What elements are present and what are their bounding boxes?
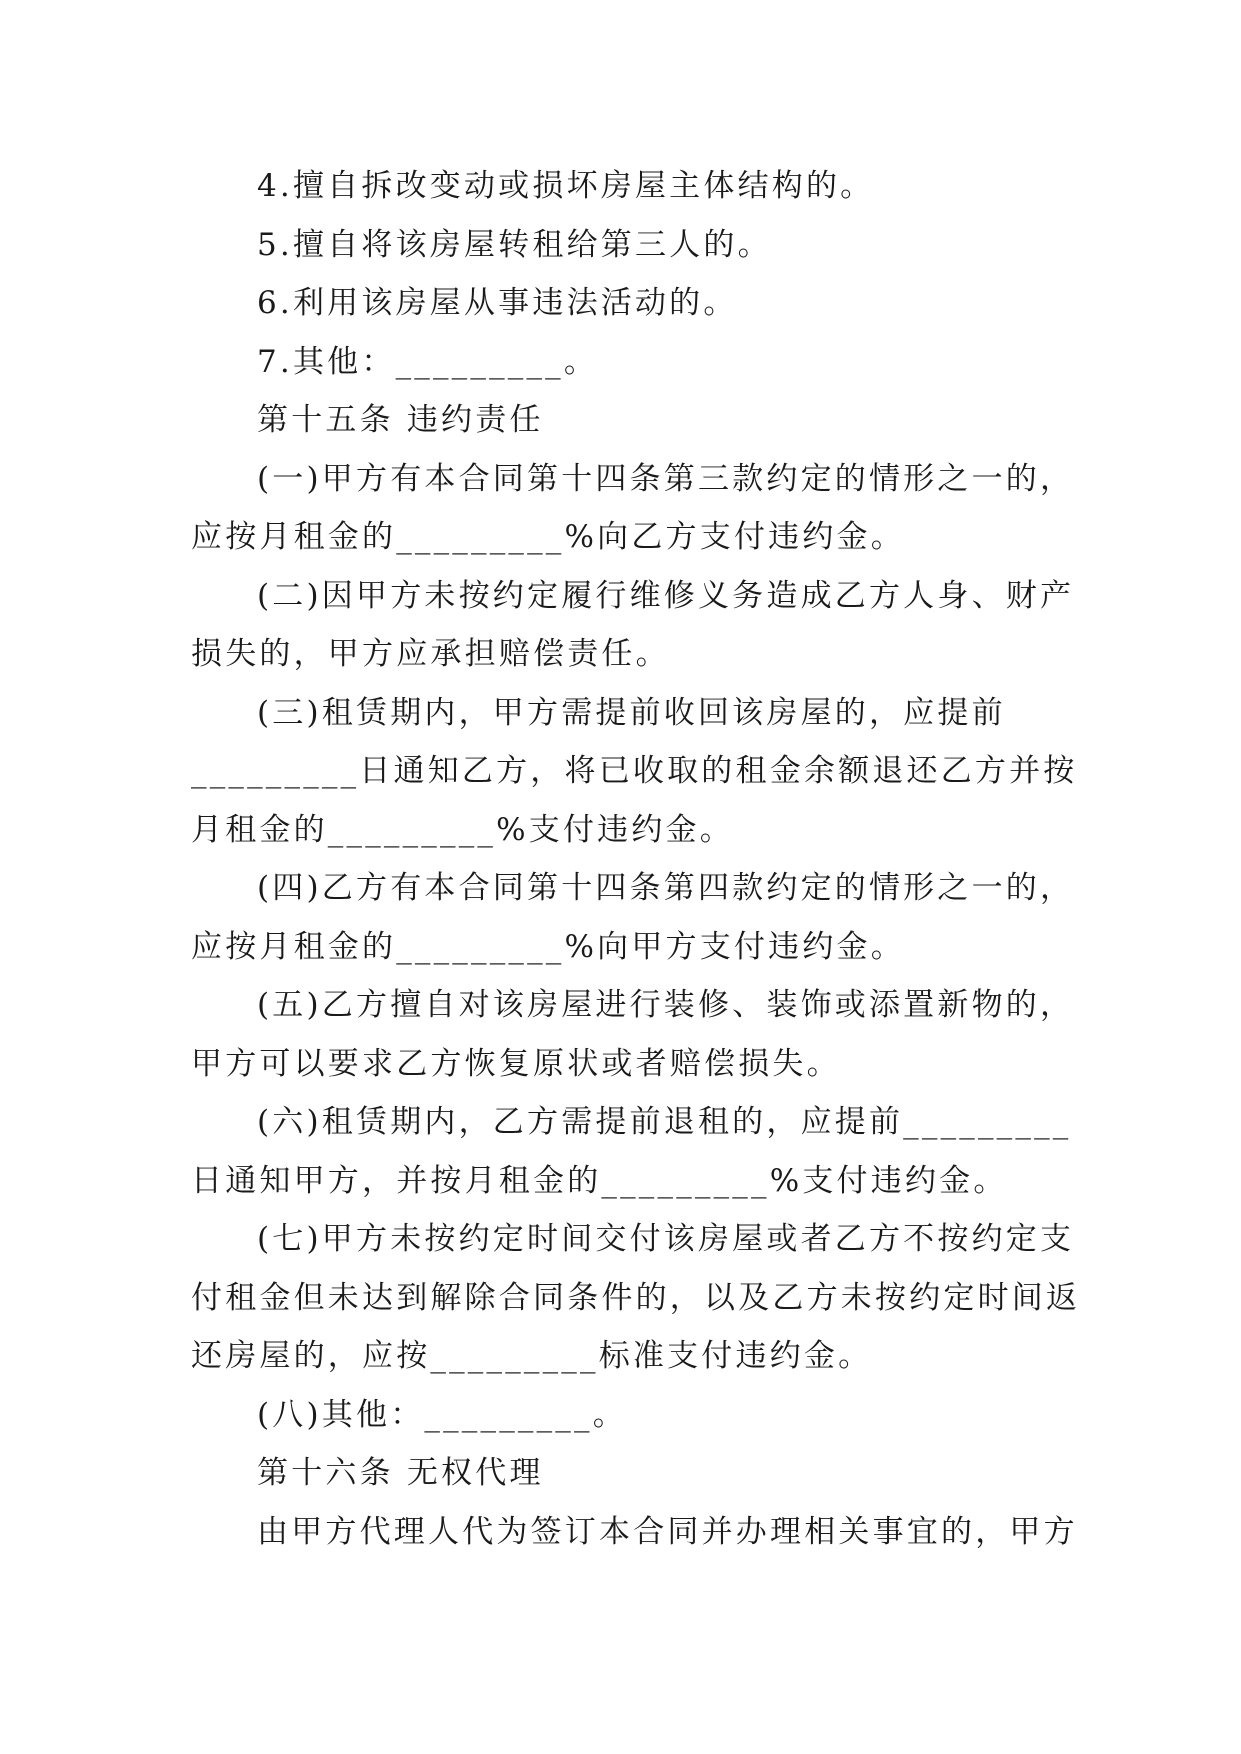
clause-line: (八)其他：_________。 bbox=[257, 1396, 627, 1433]
clause-line: 日通知甲方，并按月租金的_________%支付违约金。 bbox=[191, 1162, 1008, 1199]
section-heading: 第十六条 无权代理 bbox=[257, 1455, 544, 1491]
clause-line: 6.利用该房屋从事违法活动的。 bbox=[257, 285, 738, 321]
clause-line: (六)租赁期内，乙方需提前退租的，应提前_________ bbox=[257, 1104, 1072, 1140]
clause-line: (一)甲方有本合同第十四条第三款约定的情形之一的， bbox=[257, 460, 1075, 497]
clause-line: (七)甲方未按约定时间交付该房屋或者乙方不按约定支 bbox=[257, 1221, 1075, 1257]
clause-line: 由甲方代理人代为签订本合同并办理相关事宜的，甲方 bbox=[257, 1513, 1078, 1550]
clause-line: (四)乙方有本合同第十四条第四款约定的情形之一的， bbox=[257, 870, 1075, 906]
clause-line: 5.擅自将该房屋转租给第三人的。 bbox=[257, 226, 772, 263]
clause-line: _________日通知乙方，将已收取的租金余额退还乙方并按 bbox=[191, 753, 1078, 789]
clause-line: 应按月租金的_________%向乙方支付违约金。 bbox=[191, 519, 905, 555]
clause-line: 付租金但未达到解除合同条件的，以及乙方未按约定时间返 bbox=[191, 1279, 1081, 1316]
clause-line: (五)乙方擅自对该房屋进行装修、装饰或添置新物的， bbox=[257, 987, 1075, 1023]
contract-text bbox=[191, 157, 1081, 1561]
clause-line: 还房屋的，应按_________标准支付违约金。 bbox=[191, 1338, 873, 1374]
clause-line: (三)租赁期内，甲方需提前收回该房屋的，应提前 bbox=[257, 694, 1006, 731]
section-heading: 第十五条 违约责任 bbox=[257, 402, 544, 438]
clause-line: 应按月租金的_________%向甲方支付违约金。 bbox=[191, 928, 905, 965]
clause-line: 甲方可以要求乙方恢复原状或者赔偿损失。 bbox=[191, 1045, 841, 1082]
clause-line: (二)因甲方未按约定履行维修义务造成乙方人身、财产 bbox=[257, 577, 1075, 614]
clause-line: 月租金的_________%支付违约金。 bbox=[191, 811, 734, 848]
clause-line: 损失的，甲方应承担赔偿责任。 bbox=[191, 636, 670, 672]
clause-line: 4.擅自拆改变动或损坏房屋主体结构的。 bbox=[257, 168, 875, 204]
clause-line: 7.其他：_________。 bbox=[257, 343, 599, 380]
